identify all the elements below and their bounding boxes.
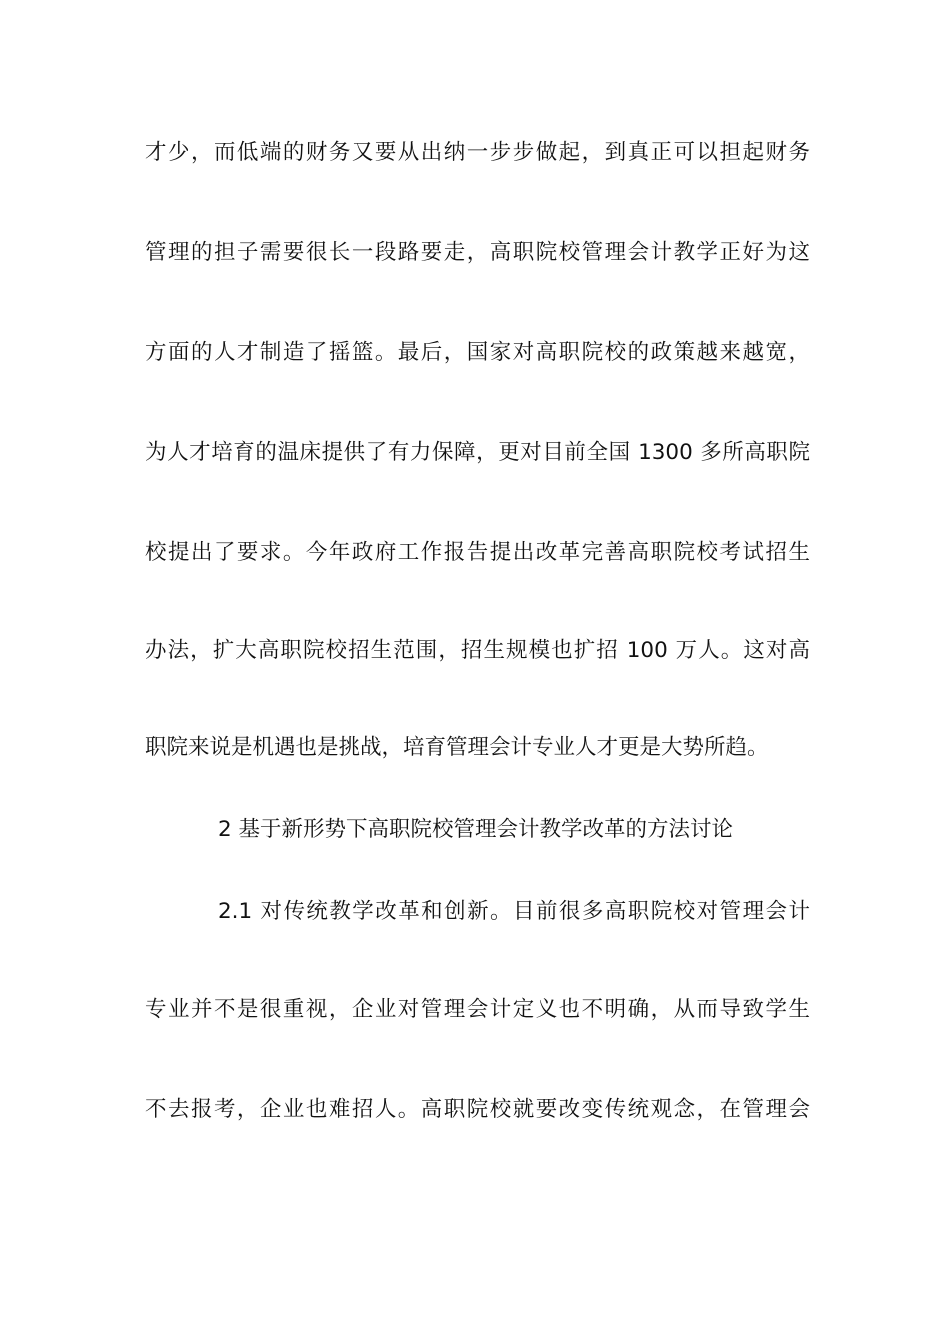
- paragraph-line: 校提出了要求。今年政府工作报告提出改革完善高职院校考试招生: [145, 540, 810, 565]
- paragraph-line: 才少，而低端的财务又要从出纳一步步做起，到真正可以担起财务: [145, 140, 810, 165]
- paragraph-line: 为人才培育的温床提供了有力保障，更对目前全国 1300 多所高职院: [145, 440, 810, 465]
- paragraph-line: 职院来说是机遇也是挑战，培育管理会计专业人才更是大势所趋。: [145, 735, 769, 760]
- paragraph-line: 专业并不是很重视，企业对管理会计定义也不明确，从而导致学生: [145, 997, 810, 1022]
- paragraph-line: 2.1 对传统教学改革和创新。目前很多高职院校对管理会计: [218, 899, 810, 924]
- section-heading: 2 基于新形势下高职院校管理会计教学改革的方法讨论: [218, 817, 734, 842]
- paragraph-line: 不去报考，企业也难招人。高职院校就要改变传统观念，在管理会: [145, 1097, 810, 1122]
- paragraph-line: 办法，扩大高职院校招生范围，招生规模也扩招 100 万人。这对高: [145, 638, 810, 663]
- paragraph-line: 方面的人才制造了摇篮。最后，国家对高职院校的政策越来越宽，: [145, 340, 810, 365]
- paragraph-line: 管理的担子需要很长一段路要走，高职院校管理会计教学正好为这: [145, 240, 810, 265]
